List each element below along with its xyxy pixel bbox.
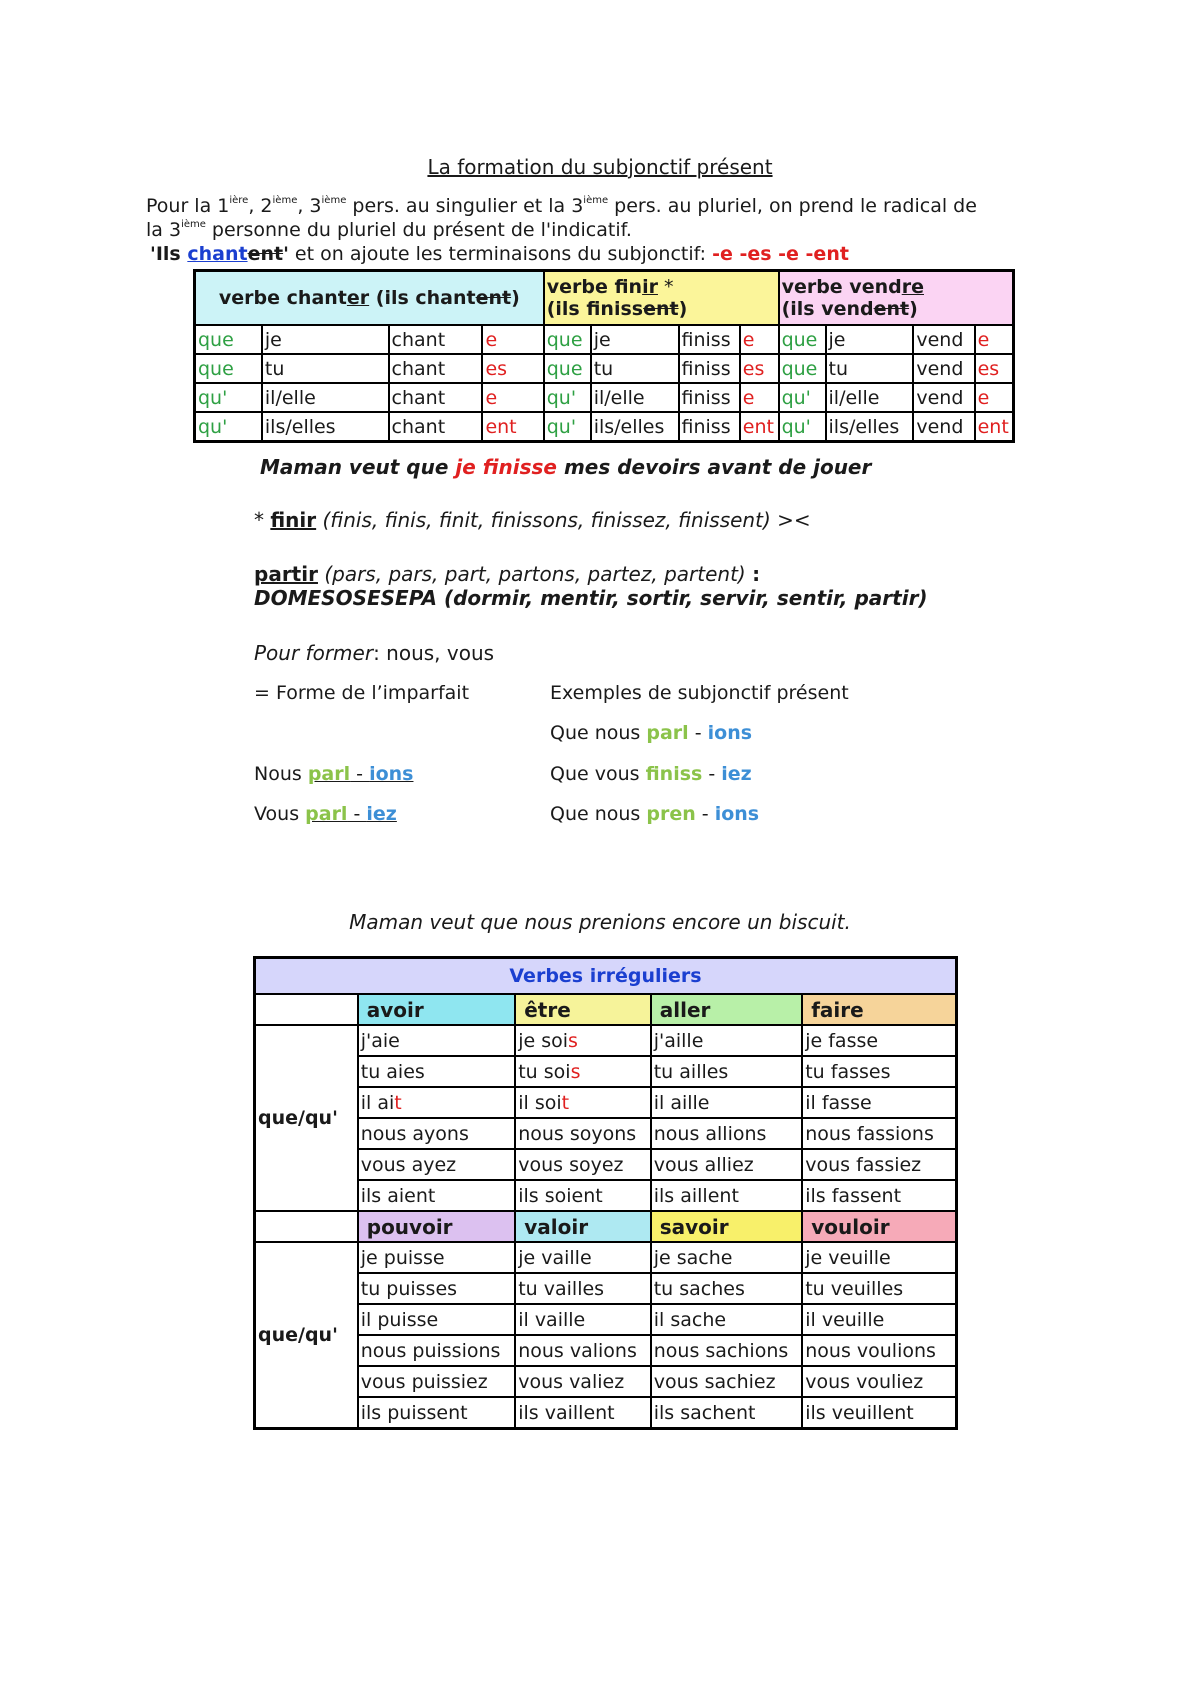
irregular-form: vous vouliez bbox=[802, 1366, 956, 1397]
pronoun-cell: je bbox=[591, 325, 679, 354]
intro-line-1: Pour la $1^{ière}$, 2ième, 3ième pers. au singulier et la 3ième pers. au pluriel, on prend le radical de bbox=[146, 195, 977, 217]
stem-cell: vend bbox=[913, 383, 974, 412]
example-nous-parlions: Nous parl - ions bbox=[254, 763, 414, 785]
irregular-form: il sache bbox=[651, 1304, 803, 1335]
conjugation-row bbox=[195, 325, 1014, 354]
pronoun-cell: tu bbox=[591, 354, 679, 383]
irregular-form: ils soient bbox=[515, 1180, 651, 1211]
irregular-form: il veuille bbox=[802, 1304, 956, 1335]
example-vous-parliez: Vous parl - iez bbox=[254, 803, 397, 825]
stem-cell: chant bbox=[389, 354, 483, 383]
examples-heading: Exemples de subjonctif présent bbox=[550, 682, 849, 704]
irregular-form: j'aie bbox=[358, 1025, 515, 1056]
verb-header-row bbox=[255, 1211, 957, 1242]
irregular-form: je fasse bbox=[802, 1025, 956, 1056]
irregular-row bbox=[255, 1366, 957, 1397]
irregular-row bbox=[255, 1087, 957, 1118]
que-qu-label: que/qu' bbox=[255, 1025, 358, 1211]
irregular-row bbox=[255, 1397, 957, 1429]
ending-cell: ent bbox=[482, 412, 543, 442]
irregular-form: tu veuilles bbox=[802, 1273, 956, 1304]
pronoun-cell: ils/elles bbox=[826, 412, 914, 442]
header-finir: verbe finir * (ils finissent) bbox=[544, 271, 779, 326]
ending-cell: e bbox=[740, 325, 779, 354]
ending-cell: es bbox=[740, 354, 779, 383]
irregular-form: vous soyez bbox=[515, 1149, 651, 1180]
irregular-title: Verbes irréguliers bbox=[255, 958, 957, 995]
irregular-form: nous soyons bbox=[515, 1118, 651, 1149]
irregular-form: il vaille bbox=[515, 1304, 651, 1335]
irregular-row bbox=[255, 1056, 957, 1087]
pronoun-cell: il/elle bbox=[262, 383, 389, 412]
irregular-form: il aille bbox=[651, 1087, 803, 1118]
ending-cell: e bbox=[975, 325, 1014, 354]
partir-note: partir (pars, pars, part, partons, partez, partent) : DOMESOSESEPA (dormir, mentir, sortir, servir, sentir, partir) bbox=[254, 562, 928, 610]
stem-cell: vend bbox=[913, 325, 974, 354]
stem-cell: finiss bbox=[679, 325, 740, 354]
stem-cell: chant bbox=[389, 325, 483, 354]
que-cell: qu' bbox=[195, 383, 262, 412]
conjugation-table bbox=[193, 269, 1015, 443]
intro-line-2: la 3ième personne du pluriel du présent de l'indicatif. bbox=[146, 219, 632, 241]
verb-header-2: savoir bbox=[651, 1211, 803, 1242]
que-cell: que bbox=[544, 325, 591, 354]
ending-cell: ent bbox=[975, 412, 1014, 442]
irregular-form: nous sachions bbox=[651, 1335, 803, 1366]
irregular-form: vous puissiez bbox=[358, 1366, 515, 1397]
empty-cell bbox=[255, 994, 358, 1025]
irregular-form: je vaille bbox=[515, 1242, 651, 1273]
pronoun-cell: ils/elles bbox=[262, 412, 389, 442]
irregular-form: vous sachiez bbox=[651, 1366, 803, 1397]
irregular-form: nous puissions bbox=[358, 1335, 515, 1366]
irregular-form: je puisse bbox=[358, 1242, 515, 1273]
verb-header-3: faire bbox=[802, 994, 956, 1025]
irregular-form: il puisse bbox=[358, 1304, 515, 1335]
irregular-form: nous allions bbox=[651, 1118, 803, 1149]
stem-cell: finiss bbox=[679, 383, 740, 412]
verb-header-2: aller bbox=[651, 994, 803, 1025]
irregular-form: ils puissent bbox=[358, 1397, 515, 1429]
que-qu-label: que/qu' bbox=[255, 1242, 358, 1429]
irregular-form: nous valions bbox=[515, 1335, 651, 1366]
irregular-form: nous fassions bbox=[802, 1118, 956, 1149]
irregular-form: tu aies bbox=[358, 1056, 515, 1087]
irregular-row bbox=[255, 1242, 957, 1273]
example-que-nous-prenions: Que nous pren - ions bbox=[550, 803, 760, 825]
ending-cell: e bbox=[975, 383, 1014, 412]
pronoun-cell: je bbox=[262, 325, 389, 354]
irregular-row bbox=[255, 1149, 957, 1180]
irregular-verbs-table bbox=[253, 956, 958, 1430]
intro-line-3: 'Ils chantent' et on ajoute les terminaisons du subjonctif: -e -es -e -ent bbox=[150, 243, 849, 265]
conjugation-row bbox=[195, 412, 1014, 442]
verb-header-0: avoir bbox=[358, 994, 515, 1025]
irregular-form: ils fassent bbox=[802, 1180, 956, 1211]
irregular-row bbox=[255, 1304, 957, 1335]
ending-cell: ent bbox=[740, 412, 779, 442]
irregular-form: j'aille bbox=[651, 1025, 803, 1056]
pronoun-cell: il/elle bbox=[826, 383, 914, 412]
irregular-form: tu ailles bbox=[651, 1056, 803, 1087]
irregular-form: tu saches bbox=[651, 1273, 803, 1304]
stem-cell: finiss bbox=[679, 412, 740, 442]
verb-header-row bbox=[255, 994, 957, 1025]
example-que-nous-parlions: Que nous parl - ions bbox=[550, 722, 753, 744]
irregular-form: vous alliez bbox=[651, 1149, 803, 1180]
example-sentence-2: Maman veut que nous prenions encore un biscuit. bbox=[349, 910, 851, 934]
irregular-form: je veuille bbox=[802, 1242, 956, 1273]
irregular-form: ils veuillent bbox=[802, 1397, 956, 1429]
que-cell: qu' bbox=[195, 412, 262, 442]
irregular-form: je sache bbox=[651, 1242, 803, 1273]
stem-cell: chant bbox=[389, 412, 483, 442]
irregular-form: vous ayez bbox=[358, 1149, 515, 1180]
header-vendre: verbe vendre (ils vendent) bbox=[779, 271, 1014, 326]
imparfait-label: = Forme de l’imparfait bbox=[254, 682, 470, 704]
stem-cell: chant bbox=[389, 383, 483, 412]
que-cell: qu' bbox=[779, 383, 826, 412]
finir-note: * finir (finis, finis, finit, finissons, finissez, finissent) >< bbox=[254, 508, 811, 532]
ending-cell: e bbox=[740, 383, 779, 412]
que-cell: que bbox=[779, 354, 826, 383]
pronoun-cell: il/elle bbox=[591, 383, 679, 412]
que-cell: que bbox=[195, 354, 262, 383]
irregular-form: ils aillent bbox=[651, 1180, 803, 1211]
pronoun-cell: je bbox=[826, 325, 914, 354]
que-cell: qu' bbox=[779, 412, 826, 442]
pronoun-cell: ils/elles bbox=[591, 412, 679, 442]
irregular-row bbox=[255, 1273, 957, 1304]
subjunctive-endings: -e -es -e -ent bbox=[712, 243, 849, 265]
que-cell: que bbox=[779, 325, 826, 354]
verb-header-1: valoir bbox=[515, 1211, 651, 1242]
irregular-form: ils vaillent bbox=[515, 1397, 651, 1429]
conjugation-row bbox=[195, 354, 1014, 383]
irregular-form: vous fassiez bbox=[802, 1149, 956, 1180]
irregular-form: tu sois bbox=[515, 1056, 651, 1087]
irregular-form: nous voulions bbox=[802, 1335, 956, 1366]
stem-cell: finiss bbox=[679, 354, 740, 383]
irregular-form: tu puisses bbox=[358, 1273, 515, 1304]
irregular-form: vous valiez bbox=[515, 1366, 651, 1397]
irregular-row bbox=[255, 1180, 957, 1211]
stem-cell: vend bbox=[913, 412, 974, 442]
ending-cell: e bbox=[482, 383, 543, 412]
irregular-form: ils aient bbox=[358, 1180, 515, 1211]
que-cell: que bbox=[195, 325, 262, 354]
ending-cell: es bbox=[975, 354, 1014, 383]
empty-cell bbox=[255, 1211, 358, 1242]
pour-former: Pour former: nous, vous bbox=[254, 641, 495, 665]
que-cell: que bbox=[544, 354, 591, 383]
stem-cell: vend bbox=[913, 354, 974, 383]
example-que-vous-finissiez: Que vous finiss - iez bbox=[550, 763, 752, 785]
pronoun-cell: tu bbox=[262, 354, 389, 383]
que-cell: qu' bbox=[544, 383, 591, 412]
irregular-form: il soit bbox=[515, 1087, 651, 1118]
example-sentence-1: Maman veut que je finisse mes devoirs avant de jouer bbox=[260, 455, 872, 479]
irregular-form: tu vailles bbox=[515, 1273, 651, 1304]
verb-header-3: vouloir bbox=[802, 1211, 956, 1242]
verb-header-0: pouvoir bbox=[358, 1211, 515, 1242]
ending-cell: es bbox=[482, 354, 543, 383]
page-title: La formation du subjonctif présent bbox=[427, 155, 773, 179]
irregular-form: il fasse bbox=[802, 1087, 956, 1118]
header-chanter: verbe chanter (ils chantent) bbox=[195, 271, 544, 326]
irregular-form: tu fasses bbox=[802, 1056, 956, 1087]
ending-cell: e bbox=[482, 325, 543, 354]
pronoun-cell: tu bbox=[826, 354, 914, 383]
irregular-row bbox=[255, 1025, 957, 1056]
conjugation-row bbox=[195, 383, 1014, 412]
irregular-form: il ait bbox=[358, 1087, 515, 1118]
irregular-form: ils sachent bbox=[651, 1397, 803, 1429]
irregular-form: nous ayons bbox=[358, 1118, 515, 1149]
irregular-row bbox=[255, 1335, 957, 1366]
irregular-form: je sois bbox=[515, 1025, 651, 1056]
que-cell: qu' bbox=[544, 412, 591, 442]
verb-header-1: être bbox=[515, 994, 651, 1025]
intro-paragraph bbox=[146, 194, 1066, 266]
irregular-row bbox=[255, 1118, 957, 1149]
